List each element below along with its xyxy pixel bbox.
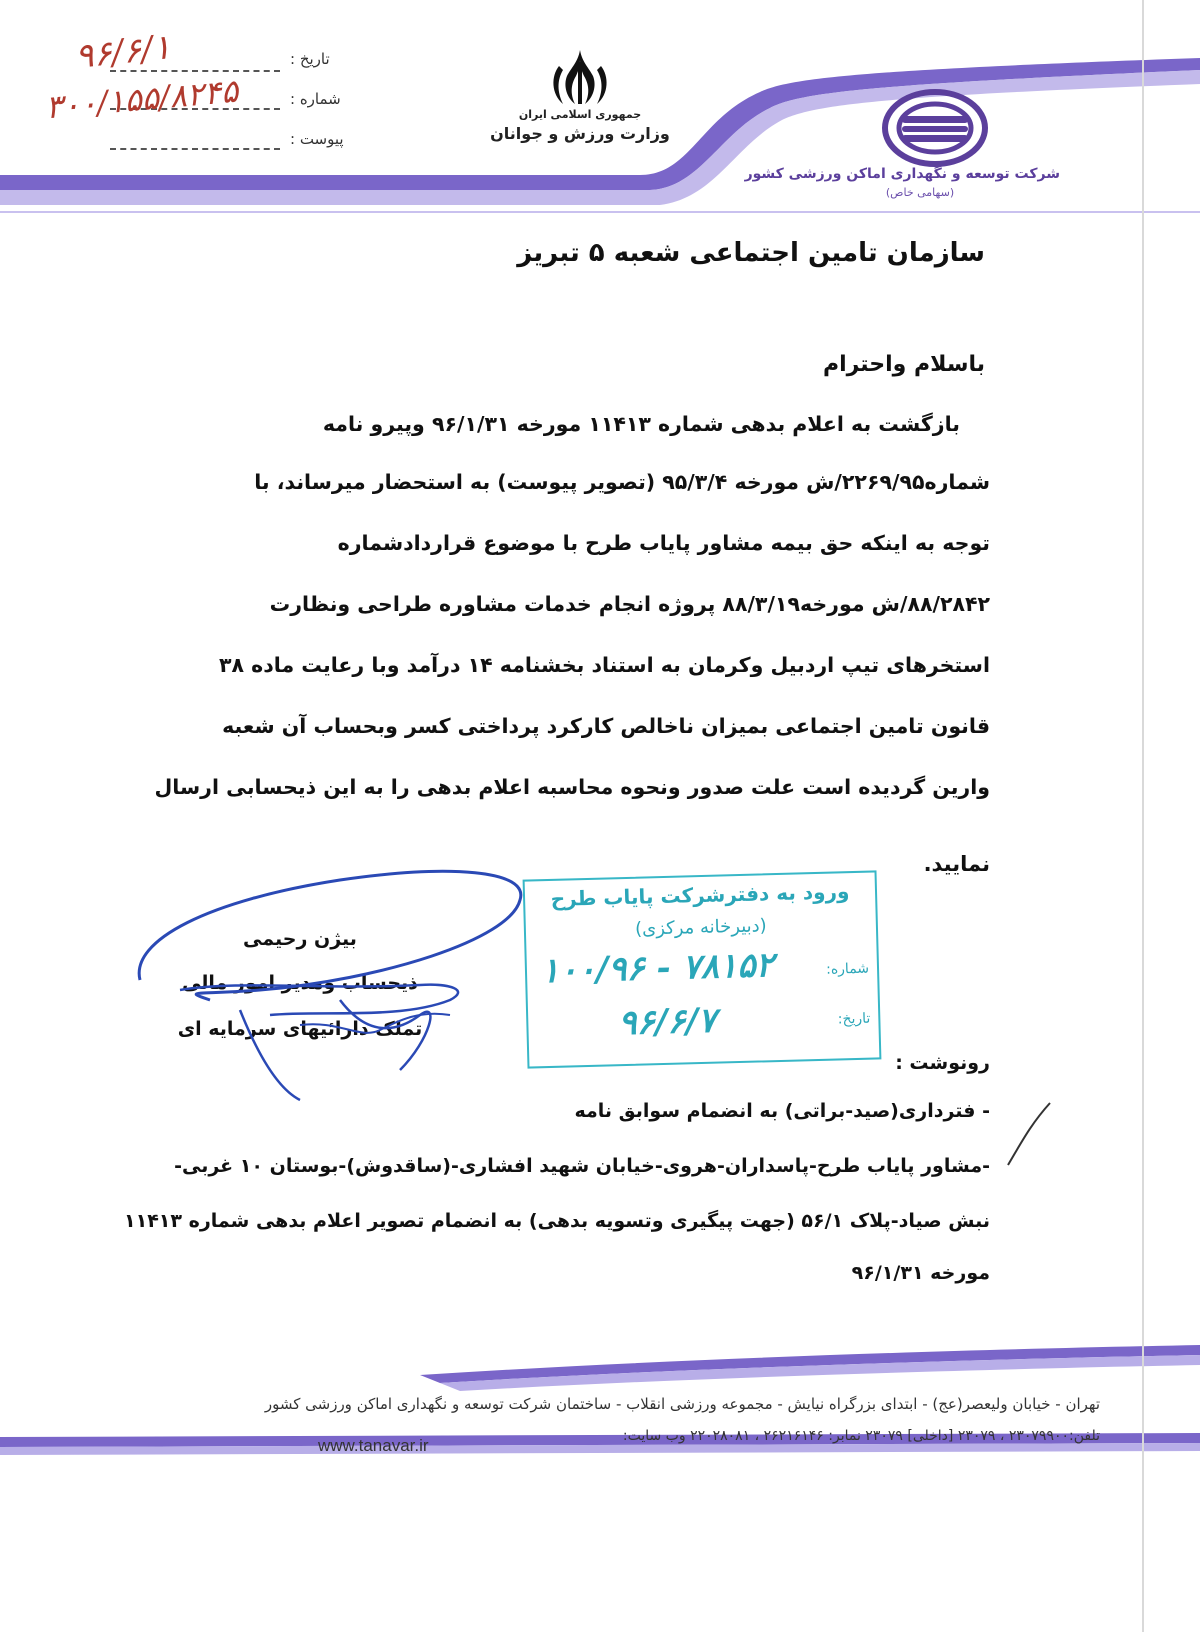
number-label: شماره : bbox=[290, 90, 341, 108]
handwritten-number: ۳۰۰/۱۵۵/۸۲۴۵ bbox=[43, 71, 240, 127]
signer-title2: تملک دارائیهای سرمایه ای bbox=[177, 1018, 423, 1040]
stamp-date-label: تاریخ: bbox=[837, 1010, 871, 1028]
footer-address: تهران - خیابان ولیعصر(عج) - ابتدای بزرگراه نیایش - مجموعه ورزشی انقلاب - ساختمان شرکت توسعه و نگهداری اماکن ورزشی کشور bbox=[264, 1395, 1100, 1413]
stamp-number-label: شماره: bbox=[825, 960, 870, 978]
greeting: باسلام واحترام bbox=[822, 352, 985, 377]
handwritten-date: ۹۶/۶/۱ bbox=[73, 27, 173, 77]
attachment-dotline bbox=[110, 148, 280, 150]
body-line: ۸۸/۲۸۴۲/ش مورخه۸۸/۳/۱۹ پروژه انجام خدمات مشاوره طراحی ونظارت bbox=[269, 592, 990, 616]
stamp-line1: ورود به دفترشرکت پایاب طرح bbox=[550, 879, 850, 911]
iran-emblem-icon bbox=[545, 42, 615, 112]
cc-line: -مشاور پایاب طرح-پاسداران-هروی-خیابان شهید افشاری-(ساقدوش)-بوستان ۱۰ غربی- bbox=[174, 1155, 990, 1177]
emblem-line1: جمهوری اسلامی ایران bbox=[518, 108, 642, 121]
stamp-number-value: ۱۰۰/۹۶ - ۷۸۱۵۲ bbox=[540, 945, 775, 992]
footer-website[interactable]: www.tanavar.ir bbox=[318, 1436, 429, 1455]
signer-name: بیژن رحیمی bbox=[243, 928, 357, 950]
emblem-line2: وزارت ورزش و جوانان bbox=[490, 124, 670, 143]
cc-line: نبش صیاد-پلاک ۵۶/۱ (جهت پیگیری وتسویه بدهی) به انضمام تصویر اعلام بدهی شماره ۱۱۴۱۳ bbox=[124, 1210, 990, 1232]
handwritten-signature bbox=[120, 840, 540, 1110]
stamp-date-value: ۹۶/۶/۷ bbox=[617, 1000, 717, 1044]
body-line: بازگشت به اعلام بدهی شماره ۱۱۴۱۳ مورخه ۹۶/۱/۳۱ وپیرو نامه bbox=[322, 412, 960, 436]
body-line: توجه به اینکه حق بیمه مشاور پایاب طرح با موضوع قراردادشماره bbox=[337, 531, 990, 555]
body-line: شماره۲۲۶۹/۹۵/ش مورخه ۹۵/۳/۴ (تصویر پیوست) به استحضار میرساند، با bbox=[254, 470, 990, 494]
closing: نمایید. bbox=[923, 852, 990, 876]
company-name: شرکت توسعه و نگهداری اماکن ورزشی کشور bbox=[744, 166, 1060, 182]
scan-edge bbox=[1142, 0, 1144, 1632]
letter-body-rest bbox=[154, 470, 990, 836]
stamp-line2: (دبیرخانه مرکزی) bbox=[634, 915, 767, 940]
attachment-label: پیوست : bbox=[290, 130, 344, 148]
body-line: استخرهای تیپ اردبیل وکرمان به استناد بخشنامه ۱۴ درآمد وبا رعایت ماده ۳۸ bbox=[218, 653, 990, 677]
footer-phones: تلفن:۲۳۰۷۹۹۰۰ ، ۲۳۰۷۹ [داخلی] ۲۳۰۷۹ نمابر: ۲۶۲۱۶۱۴۶ ، ۲۲۰۲۸۰۸۱ وب سایت: bbox=[622, 1428, 1100, 1444]
date-label: تاریخ : bbox=[290, 50, 330, 68]
cc-check-mark bbox=[1000, 1095, 1060, 1175]
recipient: سازمان تامین اجتماعی شعبه ۵ تبریز bbox=[517, 238, 985, 268]
receipt-stamp bbox=[523, 870, 882, 1068]
company-logo-icon bbox=[880, 88, 990, 168]
letter-body bbox=[160, 412, 960, 473]
cc-line: - فترداری(صید-براتی) به انضمام سوابق نامه bbox=[574, 1100, 990, 1122]
signer-title1: ذیحساب ومدیر امور مالی bbox=[182, 972, 418, 994]
cc-line: مورخه ۹۶/۱/۳۱ bbox=[851, 1262, 990, 1284]
cc-title: رونوشت : bbox=[895, 1052, 990, 1074]
body-line: قانون تامین اجتماعی بمیزان ناخالص کارکرد پرداختی کسر وبحساب آن شعبه bbox=[222, 714, 990, 738]
body-line: وارین گردیده است علت صدور ونحوه محاسبه اعلام بدهی را به این ذیحسابی ارسال bbox=[154, 775, 990, 799]
company-type: (سهامی خاص) bbox=[885, 186, 955, 199]
